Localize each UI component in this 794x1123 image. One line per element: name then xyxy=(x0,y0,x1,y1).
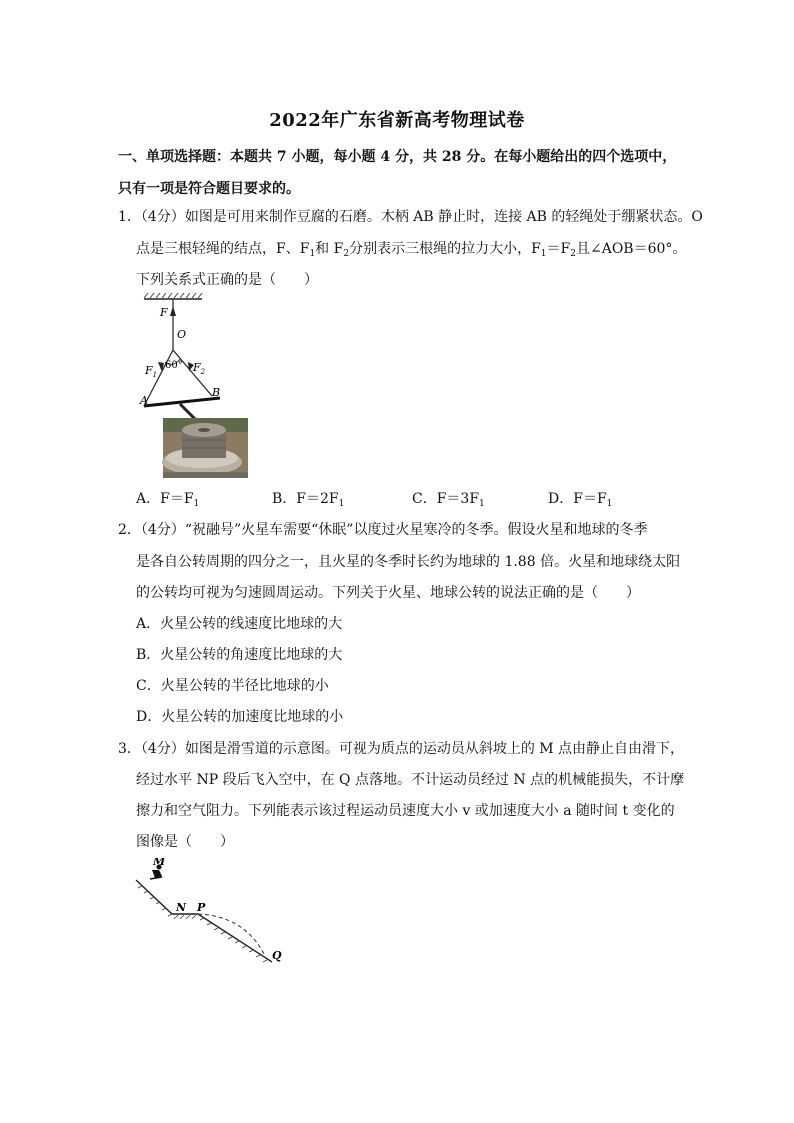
label-B: B xyxy=(212,386,221,399)
rope-OA xyxy=(144,350,173,406)
slope-line xyxy=(136,880,272,962)
section-heading-line1: 一、单项选择题：本题共 7 小题，每小题 4 分，共 28 分。在每小题给出的四个选项中， xyxy=(118,149,677,165)
q2-line3: 的公转均可视为匀速圆周运动。下列关于火星、地球公转的说法正确的是（ ） xyxy=(136,585,640,601)
millstone-photo xyxy=(162,418,248,478)
q3-line2: 经过水平 NP 段后飞入空中，在 Q 点落地。不计运动员经过 N 点的机械能损失，不计摩 xyxy=(136,772,685,788)
q1-line2: 点是三根轻绳的结点，F、$F_1$和 $F_2$分别表示三根绳的拉力大小，$F_1=F_2$且∠AOB＝60°。 xyxy=(136,241,687,259)
slope-hatch xyxy=(138,886,267,962)
section-heading-line2: 只有一项是符合题目要求的。 xyxy=(118,181,300,197)
label-F2: $F_2$ xyxy=(193,361,206,376)
q3-line3: 擦力和空气阻力。下列能表示该过程运动员速度大小 v 或加速度大小 a 随时间 t 变化的 xyxy=(136,803,675,819)
q1-line3: 下列关系式正确的是（ ） xyxy=(136,272,318,288)
q1-line1: 1．（4分）如图是可用来制作豆腐的石磨。木柄 AB 静止时，连接 AB 的轻绳处于绷紧状态。O xyxy=(118,209,703,225)
label-P: P xyxy=(197,901,206,914)
q1-option-c[interactable]: C．$F=3F_1$ xyxy=(412,491,485,509)
label-Q: Q xyxy=(272,949,282,962)
q3-line4: 图像是（ ） xyxy=(136,834,234,850)
q1-millstone-figure xyxy=(130,292,260,482)
arrow-F1-icon xyxy=(158,362,164,372)
q1-option-a[interactable]: A．$F=F_1$ xyxy=(136,491,200,509)
q3-line1: 3．（4分）如图是滑雪道的示意图。可视为质点的运动员从斜坡上的 M 点由静止自由滑下， xyxy=(118,741,685,757)
label-F1: $F_1$ xyxy=(145,364,158,379)
ceiling-hatch xyxy=(144,293,202,298)
q2-option-b[interactable]: B．火星公转的角速度比地球的大 xyxy=(136,647,343,663)
label-N: N xyxy=(176,901,187,914)
label-F: F xyxy=(160,306,168,319)
label-A: A xyxy=(140,394,148,407)
arrow-F-icon xyxy=(170,306,176,316)
q2-option-d[interactable]: D．火星公转的加速度比地球的小 xyxy=(136,709,344,725)
q3-ski-slope-figure xyxy=(132,858,292,974)
label-O: O xyxy=(177,328,187,341)
q1-option-d[interactable]: D．$F=F_1$ xyxy=(548,491,613,509)
q1-option-b[interactable]: B．$F=2F_1$ xyxy=(272,491,345,509)
q2-line2: 是各自公转周期的四分之一，且火星的冬季时长约为地球的 1.88 倍。火星和地球绕太阳 xyxy=(136,554,681,570)
label-M: M xyxy=(153,858,166,868)
q2-line1: 2．（4分）“祝融号”火星车需要“休眠”以度过火星寒冷的冬季。假设火星和地球的冬季 xyxy=(118,522,648,538)
q2-option-c[interactable]: C．火星公转的半径比地球的小 xyxy=(136,678,329,694)
q2-option-a[interactable]: A．火星公转的线速度比地球的大 xyxy=(136,616,343,632)
page-title: 2022年广东省新高考物理试卷 xyxy=(269,110,525,131)
label-angle: 60° xyxy=(165,360,183,371)
